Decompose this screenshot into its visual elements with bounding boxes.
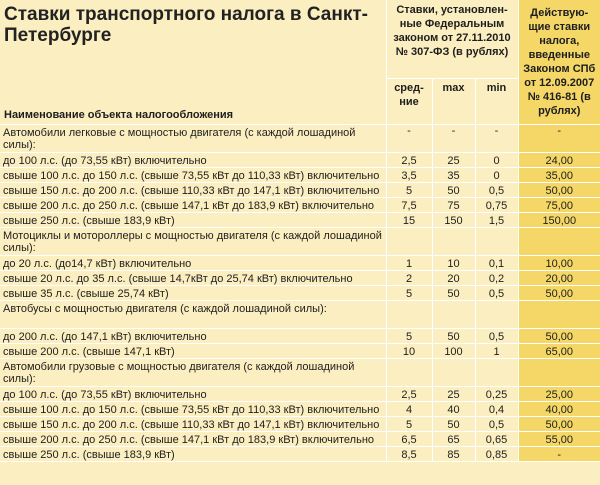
max-rate-cell — [432, 227, 475, 255]
min-rate-cell: 0,2 — [475, 270, 518, 285]
table-row — [0, 285, 600, 300]
min-rate-cell: 0 — [475, 167, 518, 182]
table-row — [0, 328, 600, 343]
avg-rate-cell: 2 — [386, 270, 432, 285]
max-rate-cell: 35 — [432, 167, 475, 182]
spb-rate-cell: 24,00 — [518, 152, 600, 167]
spb-rate-cell: 50,00 — [518, 182, 600, 197]
table-row — [0, 152, 600, 167]
max-rate-cell: 150 — [432, 212, 475, 227]
spb-rate-cell — [518, 300, 600, 328]
max-rate-cell: 20 — [432, 270, 475, 285]
avg-rate-cell: 15 — [386, 212, 432, 227]
table-row — [0, 401, 600, 416]
table-row — [0, 343, 600, 358]
min-rate-cell — [475, 227, 518, 255]
avg-rate-cell: 5 — [386, 285, 432, 300]
spb-rate-cell: 35,00 — [518, 167, 600, 182]
table-row — [0, 270, 600, 285]
spb-rate-cell: 65,00 — [518, 343, 600, 358]
min-rate-cell — [475, 358, 518, 386]
avg-rate-cell: 4 — [386, 401, 432, 416]
max-rate-cell: 50 — [432, 285, 475, 300]
object-name-cell: до 20 л.с. (до14,7 кВт) включительно — [0, 255, 386, 270]
avg-rate-cell: 6,5 — [386, 431, 432, 446]
table-row — [0, 416, 600, 431]
max-column-header: max — [432, 78, 475, 124]
avg-rate-cell: 1 — [386, 255, 432, 270]
min-rate-cell: 1 — [475, 343, 518, 358]
federal-rates-header: Ставки, установлен-ные Федеральным законом от 27.11.2010 № 307-ФЗ (в рублях) — [386, 0, 518, 78]
max-rate-cell: 50 — [432, 416, 475, 431]
min-rate-cell: - — [475, 124, 518, 152]
max-rate-cell: 40 — [432, 401, 475, 416]
avg-rate-cell: 2,5 — [386, 386, 432, 401]
avg-rate-cell: 10 — [386, 343, 432, 358]
spb-rate-cell: - — [518, 446, 600, 461]
min-rate-cell: 1,5 — [475, 212, 518, 227]
max-rate-cell: 75 — [432, 197, 475, 212]
avg-rate-cell — [386, 227, 432, 255]
table-row — [0, 167, 600, 182]
table-row — [0, 212, 600, 227]
min-column-header: min — [475, 78, 518, 124]
avg-rate-cell: 5 — [386, 328, 432, 343]
object-name-cell: до 100 л.с. (до 73,55 кВт) включительно — [0, 152, 386, 167]
avg-rate-cell: 5 — [386, 182, 432, 197]
object-name-cell: свыше 20 л.с. до 35 л.с. (свыше 14,7кВт до 25,74 кВт) включительно — [0, 270, 386, 285]
max-rate-cell — [432, 300, 475, 328]
object-name-cell: свыше 250 л.с. (свыше 183,9 кВт) — [0, 212, 386, 227]
min-rate-cell: 0,1 — [475, 255, 518, 270]
max-rate-cell: - — [432, 124, 475, 152]
spb-rate-cell: 40,00 — [518, 401, 600, 416]
category-row — [0, 358, 600, 386]
min-rate-cell — [475, 300, 518, 328]
min-rate-cell: 0 — [475, 152, 518, 167]
spb-rate-cell: 25,00 — [518, 386, 600, 401]
spb-rate-cell: 50,00 — [518, 285, 600, 300]
spb-rate-cell: 75,00 — [518, 197, 600, 212]
avg-rate-cell: 3,5 — [386, 167, 432, 182]
spb-rate-cell: 55,00 — [518, 431, 600, 446]
avg-rate-cell: 7,5 — [386, 197, 432, 212]
max-rate-cell: 25 — [432, 386, 475, 401]
object-name-cell: Автомобили грузовые с мощностью двигателя (с каждой лошадиной силы): — [0, 358, 386, 386]
object-name-cell: свыше 200 л.с. (свыше 147,1 кВт) — [0, 343, 386, 358]
min-rate-cell: 0,65 — [475, 431, 518, 446]
table-title-cell — [0, 0, 386, 124]
min-rate-cell: 0,4 — [475, 401, 518, 416]
avg-rate-cell — [386, 300, 432, 328]
spb-rate-cell: 10,00 — [518, 255, 600, 270]
avg-rate-cell: 2,5 — [386, 152, 432, 167]
object-name-cell: до 200 л.с. (до 147,1 кВт) включительно — [0, 328, 386, 343]
object-name-header: Наименование объекта налогообложения — [4, 108, 234, 121]
max-rate-cell: 100 — [432, 343, 475, 358]
object-name-cell: свыше 150 л.с. до 200 л.с. (свыше 110,33 кВт до 147,1 кВт) включительно — [0, 416, 386, 431]
max-rate-cell: 65 — [432, 431, 475, 446]
object-name-cell: свыше 150 л.с. до 200 л.с. (свыше 110,33 кВт до 147,1 кВт) включительно — [0, 182, 386, 197]
category-row — [0, 124, 600, 152]
page-title: Ставки транспортного налога в Санкт-Петербурге — [4, 4, 368, 46]
object-name-cell: свыше 200 л.с. до 250 л.с. (свыше 147,1 кВт до 183,9 кВт) включительно — [0, 431, 386, 446]
object-name-cell: свыше 200 л.с. до 250 л.с. (свыше 147,1 кВт до 183,9 кВт) включительно — [0, 197, 386, 212]
max-rate-cell — [432, 358, 475, 386]
min-rate-cell: 0,75 — [475, 197, 518, 212]
max-rate-cell: 50 — [432, 182, 475, 197]
spb-rate-cell — [518, 227, 600, 255]
object-name-cell: Мотоциклы и мотороллеры с мощностью двигателя (с каждой лошадиной силы): — [0, 227, 386, 255]
category-row — [0, 300, 600, 328]
object-name-cell: Автобусы с мощностью двигателя (с каждой лошадиной силы): — [0, 300, 386, 328]
spb-rate-cell: - — [518, 124, 600, 152]
max-rate-cell: 25 — [432, 152, 475, 167]
spb-rate-cell — [518, 358, 600, 386]
object-name-cell: Автомобили легковые с мощностью двигателя (с каждой лошадиной силы): — [0, 124, 386, 152]
category-row — [0, 227, 600, 255]
avg-rate-cell: 8,5 — [386, 446, 432, 461]
max-rate-cell: 10 — [432, 255, 475, 270]
spb-rate-cell: 50,00 — [518, 328, 600, 343]
max-rate-cell: 50 — [432, 328, 475, 343]
object-name-cell: свыше 100 л.с. до 150 л.с. (свыше 73,55 кВт до 110,33 кВт) включительно — [0, 401, 386, 416]
table-row — [0, 446, 600, 461]
object-name-cell: до 100 л.с. (до 73,55 кВт) включительно — [0, 386, 386, 401]
min-rate-cell: 0,5 — [475, 416, 518, 431]
min-rate-cell: 0,5 — [475, 328, 518, 343]
min-rate-cell: 0,25 — [475, 386, 518, 401]
object-name-cell: свыше 250 л.с. (свыше 183,9 кВт) — [0, 446, 386, 461]
spb-rate-cell: 50,00 — [518, 416, 600, 431]
min-rate-cell: 0,5 — [475, 285, 518, 300]
avg-column-header: сред-ние — [386, 78, 432, 124]
max-rate-cell: 85 — [432, 446, 475, 461]
object-name-cell: свыше 35 л.с. (свыше 25,74 кВт) — [0, 285, 386, 300]
avg-rate-cell: 5 — [386, 416, 432, 431]
min-rate-cell: 0,85 — [475, 446, 518, 461]
object-name-cell: свыше 100 л.с. до 150 л.с. (свыше 73,55 кВт до 110,33 кВт) включительно — [0, 167, 386, 182]
spb-rates-header: Действую-щие ставки налога, введенные Законом СПб от 12.09.2007 № 416-81 (в рублях) — [518, 0, 600, 124]
spb-rate-cell: 150,00 — [518, 212, 600, 227]
spb-rate-cell: 20,00 — [518, 270, 600, 285]
table-row — [0, 197, 600, 212]
table-row — [0, 431, 600, 446]
table-row — [0, 386, 600, 401]
avg-rate-cell — [386, 358, 432, 386]
table-row — [0, 182, 600, 197]
avg-rate-cell: - — [386, 124, 432, 152]
table-row — [0, 255, 600, 270]
min-rate-cell: 0,5 — [475, 182, 518, 197]
